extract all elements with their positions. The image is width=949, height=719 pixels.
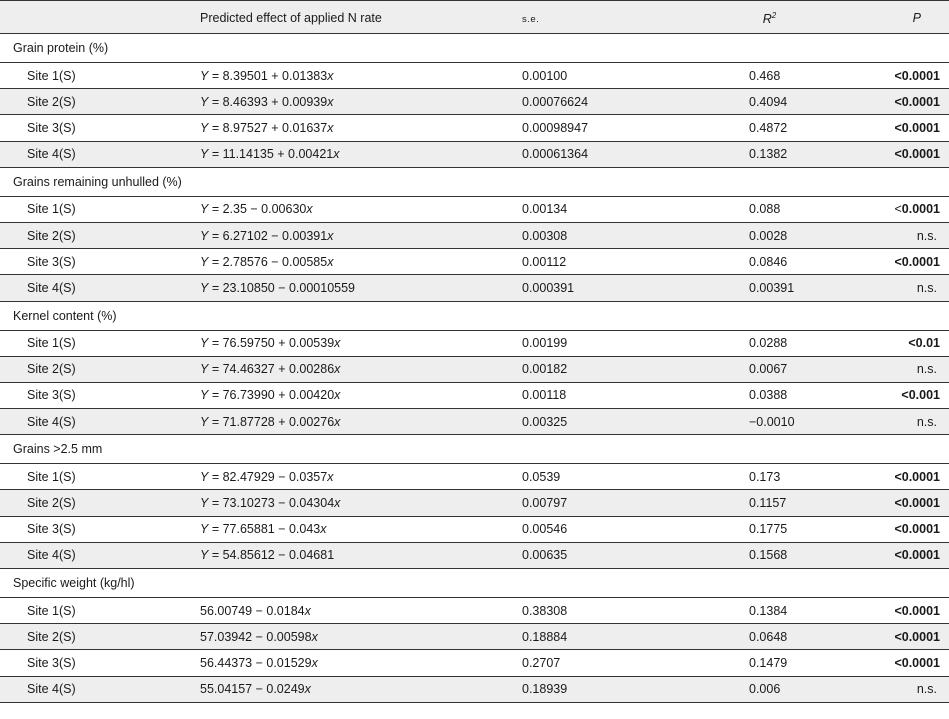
se-cell: 0.00182 bbox=[520, 356, 720, 382]
site-cell: Site 1(S) bbox=[0, 464, 190, 490]
se-cell: 0.18939 bbox=[520, 676, 720, 702]
se-cell: 0.00112 bbox=[520, 249, 720, 275]
table-row bbox=[0, 409, 949, 435]
p-value-cell bbox=[860, 330, 949, 356]
header-r2-sup: 2 bbox=[771, 11, 777, 20]
table-row bbox=[0, 275, 949, 301]
p-value-cell bbox=[860, 490, 949, 516]
table-row bbox=[0, 330, 949, 356]
p-value-cell bbox=[860, 63, 949, 89]
equation-cell: Y = 2.78576 − 0.00585x bbox=[190, 249, 520, 275]
site-cell: Site 2(S) bbox=[0, 624, 190, 650]
equation-cell: Y = 8.97527 + 0.01637x bbox=[190, 115, 520, 141]
p-value-cell bbox=[860, 356, 949, 382]
equation-cell: Y = 6.27102 − 0.00391x bbox=[190, 222, 520, 248]
group-heading-row bbox=[0, 301, 949, 330]
group-title: Kernel content (%) bbox=[0, 301, 949, 330]
group-heading-row bbox=[0, 34, 949, 63]
r2-cell: 0.1157 bbox=[720, 490, 860, 516]
p-value: <0.0001 bbox=[894, 655, 940, 670]
r2-cell: 0.1775 bbox=[720, 516, 860, 542]
se-cell: 0.000391 bbox=[520, 275, 720, 301]
p-value: <0.0001 bbox=[894, 548, 940, 563]
site-cell: Site 3(S) bbox=[0, 516, 190, 542]
equation-cell: 57.03942 − 0.00598x bbox=[190, 624, 520, 650]
equation-cell: Y = 11.14135 + 0.00421x bbox=[190, 141, 520, 167]
r2-cell: 0.173 bbox=[720, 464, 860, 490]
header-blank bbox=[0, 1, 190, 34]
p-value-cell bbox=[860, 676, 949, 702]
equation-cell: Y = 76.59750 + 0.00539x bbox=[190, 330, 520, 356]
table-row bbox=[0, 542, 949, 568]
r2-cell: 0.1568 bbox=[720, 542, 860, 568]
group-heading-row bbox=[0, 569, 949, 598]
group-title: Specific weight (kg/hl) bbox=[0, 569, 949, 598]
equation-cell: 56.44373 − 0.01529x bbox=[190, 650, 520, 676]
site-cell: Site 4(S) bbox=[0, 542, 190, 568]
equation-cell: Y = 54.85612 − 0.04681 bbox=[190, 542, 520, 568]
header-se bbox=[520, 1, 720, 34]
p-value-cell bbox=[860, 382, 949, 408]
site-cell: Site 4(S) bbox=[0, 676, 190, 702]
r2-cell: 0.0288 bbox=[720, 330, 860, 356]
se-cell: 0.18884 bbox=[520, 624, 720, 650]
p-value-cell bbox=[860, 222, 949, 248]
p-value-cell bbox=[860, 464, 949, 490]
equation-cell: Y = 23.10850 − 0.00010559 bbox=[190, 275, 520, 301]
p-value-cell bbox=[860, 196, 949, 222]
r2-cell: 0.088 bbox=[720, 196, 860, 222]
p-value: <0.0001 bbox=[894, 522, 940, 537]
equation-cell: Y = 82.47929 − 0.0357x bbox=[190, 464, 520, 490]
site-cell: Site 2(S) bbox=[0, 356, 190, 382]
se-cell: 0.00076624 bbox=[520, 89, 720, 115]
table-row bbox=[0, 115, 949, 141]
r2-cell: 0.0648 bbox=[720, 624, 860, 650]
equation-cell: Y = 2.35 − 0.00630x bbox=[190, 196, 520, 222]
r2-cell: 0.468 bbox=[720, 63, 860, 89]
r2-cell: 0.0846 bbox=[720, 249, 860, 275]
p-value: <0.0001 bbox=[894, 496, 940, 511]
equation-cell: Y = 74.46327 + 0.00286x bbox=[190, 356, 520, 382]
p-value: <0.0001 bbox=[894, 68, 940, 83]
site-cell: Site 4(S) bbox=[0, 275, 190, 301]
se-cell: 0.0539 bbox=[520, 464, 720, 490]
table-header bbox=[0, 1, 949, 34]
p-value: 0.0001 bbox=[901, 202, 940, 217]
se-cell: 0.00635 bbox=[520, 542, 720, 568]
se-cell: 0.00061364 bbox=[520, 141, 720, 167]
table-row bbox=[0, 464, 949, 490]
r2-cell: 0.1382 bbox=[720, 141, 860, 167]
equation-cell: Y = 73.10273 − 0.04304x bbox=[190, 490, 520, 516]
group-title: Grains remaining unhulled (%) bbox=[0, 167, 949, 196]
p-value-cell bbox=[860, 275, 949, 301]
site-cell: Site 3(S) bbox=[0, 382, 190, 408]
equation-cell: Y = 8.39501 + 0.01383x bbox=[190, 63, 520, 89]
equation-cell: Y = 71.87728 + 0.00276x bbox=[190, 409, 520, 435]
header-se-label: s.e. bbox=[522, 14, 540, 25]
r2-cell: 0.4872 bbox=[720, 115, 860, 141]
table-row bbox=[0, 624, 949, 650]
p-value: <0.0001 bbox=[894, 469, 940, 484]
site-cell: Site 3(S) bbox=[0, 650, 190, 676]
site-cell: Site 1(S) bbox=[0, 196, 190, 222]
r2-cell: 0.1384 bbox=[720, 598, 860, 624]
r2-cell: 0.0067 bbox=[720, 356, 860, 382]
r2-cell: 0.00391 bbox=[720, 275, 860, 301]
equation-cell: 56.00749 − 0.0184x bbox=[190, 598, 520, 624]
se-cell: 0.00546 bbox=[520, 516, 720, 542]
p-value-cell bbox=[860, 598, 949, 624]
table-row bbox=[0, 676, 949, 702]
equation-cell: 55.04157 − 0.0249x bbox=[190, 676, 520, 702]
p-value: <0.001 bbox=[901, 388, 940, 403]
header-r2-base: R bbox=[762, 12, 772, 27]
se-cell: 0.00199 bbox=[520, 330, 720, 356]
se-cell: 0.00797 bbox=[520, 490, 720, 516]
site-cell: Site 4(S) bbox=[0, 141, 190, 167]
r2-cell: 0.0388 bbox=[720, 382, 860, 408]
p-value-cell bbox=[860, 542, 949, 568]
site-cell: Site 2(S) bbox=[0, 89, 190, 115]
table-row bbox=[0, 382, 949, 408]
p-value-cell bbox=[860, 115, 949, 141]
table-row bbox=[0, 490, 949, 516]
header-r2 bbox=[720, 1, 860, 34]
r2-cell: 0.1479 bbox=[720, 650, 860, 676]
group-title: Grains >2.5 mm bbox=[0, 435, 949, 464]
se-cell: 0.00134 bbox=[520, 196, 720, 222]
p-value-cell bbox=[860, 624, 949, 650]
p-value-cell bbox=[860, 409, 949, 435]
table-body bbox=[0, 34, 949, 703]
r2-cell: 0.006 bbox=[720, 676, 860, 702]
p-value: n.s. bbox=[916, 362, 937, 377]
se-cell: 0.00325 bbox=[520, 409, 720, 435]
p-value: n.s. bbox=[916, 682, 937, 697]
table-row bbox=[0, 89, 949, 115]
r2-cell: −0.0010 bbox=[720, 409, 860, 435]
p-value: <0.0001 bbox=[894, 120, 940, 135]
se-cell: 0.2707 bbox=[520, 650, 720, 676]
header-row bbox=[0, 1, 949, 34]
table-row bbox=[0, 356, 949, 382]
se-cell: 0.00100 bbox=[520, 63, 720, 89]
header-effect: Predicted effect of applied N rate bbox=[190, 1, 520, 34]
group-title: Grain protein (%) bbox=[0, 34, 949, 63]
se-cell: 0.00098947 bbox=[520, 115, 720, 141]
p-prefix: < bbox=[894, 202, 902, 217]
group-heading-row bbox=[0, 435, 949, 464]
p-value: <0.0001 bbox=[894, 603, 940, 618]
site-cell: Site 1(S) bbox=[0, 63, 190, 89]
p-value: <0.0001 bbox=[894, 629, 940, 644]
equation-cell: Y = 76.73990 + 0.00420x bbox=[190, 382, 520, 408]
table-row bbox=[0, 196, 949, 222]
table-row bbox=[0, 516, 949, 542]
site-cell: Site 1(S) bbox=[0, 598, 190, 624]
p-value-cell bbox=[860, 141, 949, 167]
group-heading-row bbox=[0, 167, 949, 196]
p-value: <0.01 bbox=[908, 336, 940, 351]
header-p: P bbox=[860, 1, 949, 34]
table-row bbox=[0, 249, 949, 275]
p-value-cell bbox=[860, 650, 949, 676]
site-cell: Site 3(S) bbox=[0, 249, 190, 275]
p-value: n.s. bbox=[916, 280, 937, 295]
table-row bbox=[0, 222, 949, 248]
p-value: <0.0001 bbox=[894, 94, 940, 109]
p-value-cell bbox=[860, 516, 949, 542]
equation-cell: Y = 8.46393 + 0.00939x bbox=[190, 89, 520, 115]
table-row bbox=[0, 63, 949, 89]
r2-cell: 0.0028 bbox=[720, 222, 860, 248]
table-row bbox=[0, 141, 949, 167]
site-cell: Site 1(S) bbox=[0, 330, 190, 356]
site-cell: Site 4(S) bbox=[0, 409, 190, 435]
table-row bbox=[0, 598, 949, 624]
site-cell: Site 2(S) bbox=[0, 222, 190, 248]
p-value-cell bbox=[860, 249, 949, 275]
p-value-cell bbox=[860, 89, 949, 115]
site-cell: Site 3(S) bbox=[0, 115, 190, 141]
equation-cell: Y = 77.65881 − 0.043x bbox=[190, 516, 520, 542]
table-row bbox=[0, 650, 949, 676]
r2-cell: 0.4094 bbox=[720, 89, 860, 115]
site-cell: Site 2(S) bbox=[0, 490, 190, 516]
p-value: <0.0001 bbox=[894, 254, 940, 269]
p-value: n.s. bbox=[916, 228, 937, 243]
se-cell: 0.00118 bbox=[520, 382, 720, 408]
p-value: <0.0001 bbox=[894, 147, 940, 162]
p-value: n.s. bbox=[916, 414, 937, 429]
se-cell: 0.00308 bbox=[520, 222, 720, 248]
se-cell: 0.38308 bbox=[520, 598, 720, 624]
